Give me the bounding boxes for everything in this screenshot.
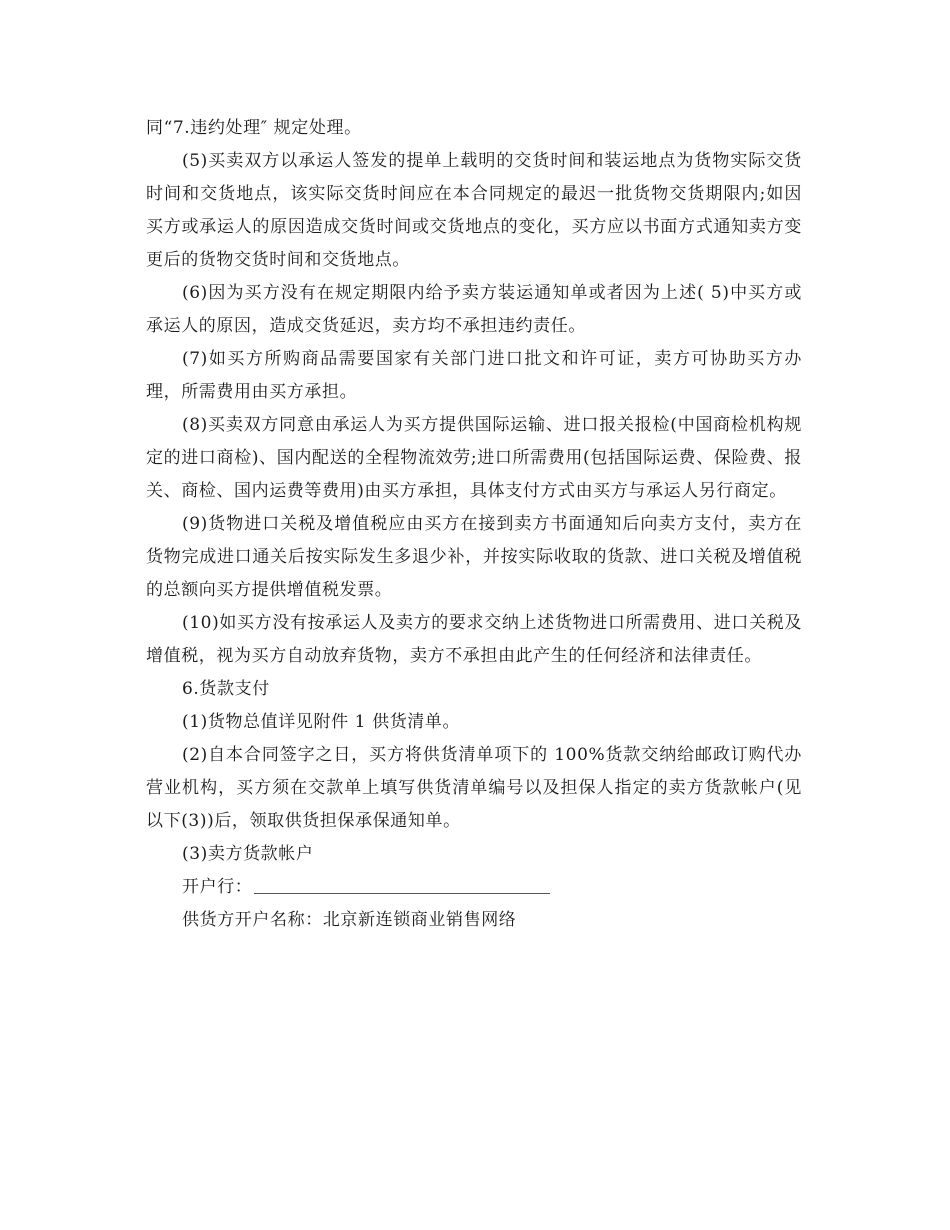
bank-label: 开户行： <box>182 877 253 897</box>
bank-line <box>146 871 802 904</box>
payment-clause-3: (3)卖方货款帐户 <box>182 844 314 864</box>
clause-5: (5)买卖双方以承运人签发的提单上载明的交货时间和装运地点为货物实际交货时间和交货地点，该实际交货时间应在本合同规定的最迟一批货物交货期限内;如因买方或承运人的原因造成交货时间或交货地点的变化，买方应以书面方式通知卖方变更后的货物交货时间和交货地点。 <box>146 151 802 270</box>
clause-6: (6)因为买方没有在规定期限内给予卖方装运通知单或者因为上述( 5)中买方或承运人的原因，造成交货延迟，卖方均不承担违约责任。 <box>146 283 802 336</box>
holder-label: 供货方开户名称： <box>182 910 323 930</box>
payment-clause-2: (2)自本合同签字之日，买方将供货清单项下的 100%货款交纳给邮政订购代办营业机构，买方须在交款单上填写供货清单编号以及担保人指定的卖方货款帐户(见以下(3))后，领取供货担保承保通知单。 <box>146 745 802 831</box>
document-body <box>146 112 802 937</box>
paragraph-continuation: 同“7.违约处理″ 规定处理。 <box>146 118 362 138</box>
section-heading-payment: 6.货款支付 <box>182 679 270 699</box>
bank-blank-field <box>254 873 550 894</box>
clause-7: (7)如买方所购商品需要国家有关部门进口批文和许可证，卖方可协助买方办理，所需费用由买方承担。 <box>146 349 802 402</box>
payment-clause-1: (1)货物总值详见附件 1 供货清单。 <box>182 712 461 732</box>
holder-value: 北京新连锁商业销售网络 <box>322 910 517 930</box>
clause-10: (10)如买方没有按承运人及卖方的要求交纳上述货物进口所需费用、进口关税及增值税，视为买方自动放弃货物，卖方不承担由此产生的任何经济和法律责任。 <box>146 613 802 666</box>
clause-8: (8)买卖双方同意由承运人为买方提供国际运输、进口报关报检(中国商检机构规定的进口商检)、国内配送的全程物流效劳;进口所需费用(包括国际运费、保险费、报关、商检、国内运费等费用)由买方承担，具体支付方式由买方与承运人另行商定。 <box>146 415 802 501</box>
clause-9: (9)货物进口关税及增值税应由买方在接到卖方书面通知后向卖方支付，卖方在货物完成进口通关后按实际发生多退少补，并按实际收取的货款、进口关税及增值税的总额向买方提供增值税发票。 <box>146 514 802 600</box>
holder-line <box>146 904 802 937</box>
